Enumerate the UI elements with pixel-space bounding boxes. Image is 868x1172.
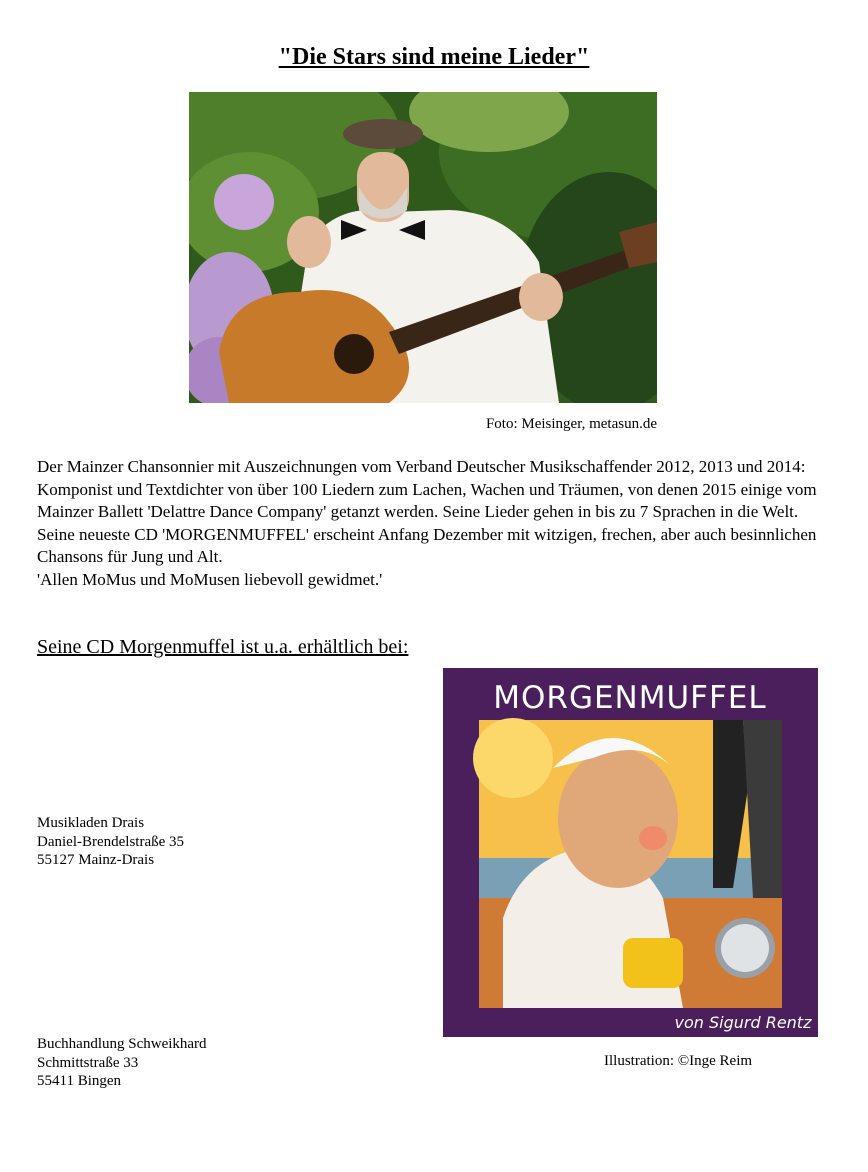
store-city: 55411 Bingen	[37, 1073, 122, 1089]
store-city: 55127 Mainz-Drais	[37, 852, 155, 868]
store-street: Schmittstraße 33	[37, 1054, 139, 1071]
photo-credit: Foto: Meisinger, metasun.de	[485, 416, 657, 432]
store-name: Musikladen Drais	[37, 815, 145, 831]
intro-paragraph: Der Mainzer Chansonnier mit Auszeichnungen vom Verband Deutscher Musikschaffender 2012, 2013 und 2014: Komponist und Textdichter von über 100 Liedern zum Lachen, Wachen und Träumen, von denen 2015 einige vom Mainzer Ballett 'Delattre Dance Company' getanzt werden. Seine Lieder gehen in bis zu 7 Sprachen in die Welt. Seine neueste CD 'MORGENMUFFEL' erscheint Anfang Dezember mit witzigen, frechen, aber auch besinnlichen Chansons für Jung und Alt.	[37, 457, 817, 566]
cover-byline: von Sigurd Rentz	[674, 1013, 812, 1032]
store-address-1	[37, 814, 184, 870]
availability-heading: Seine CD Morgenmuffel ist u.a. erhältlich bei:	[37, 636, 409, 658]
cover-title: MORGENMUFFEL	[493, 680, 767, 716]
illustration-credit: Illustration: ©Inge Reim	[604, 1053, 753, 1069]
store-name: Buchhandlung Schweikhard	[37, 1036, 207, 1052]
dedication-line: 'Allen MoMus und MoMusen liebevoll gewidmet.'	[37, 569, 383, 589]
artist-photo	[189, 92, 657, 403]
store-address-2	[37, 1035, 207, 1091]
store-street: Daniel-Brendelstraße 35	[37, 833, 185, 850]
page-title: "Die Stars sind meine Lieder"	[278, 44, 590, 70]
cd-cover-image	[443, 668, 818, 1037]
intro-text	[37, 456, 827, 591]
